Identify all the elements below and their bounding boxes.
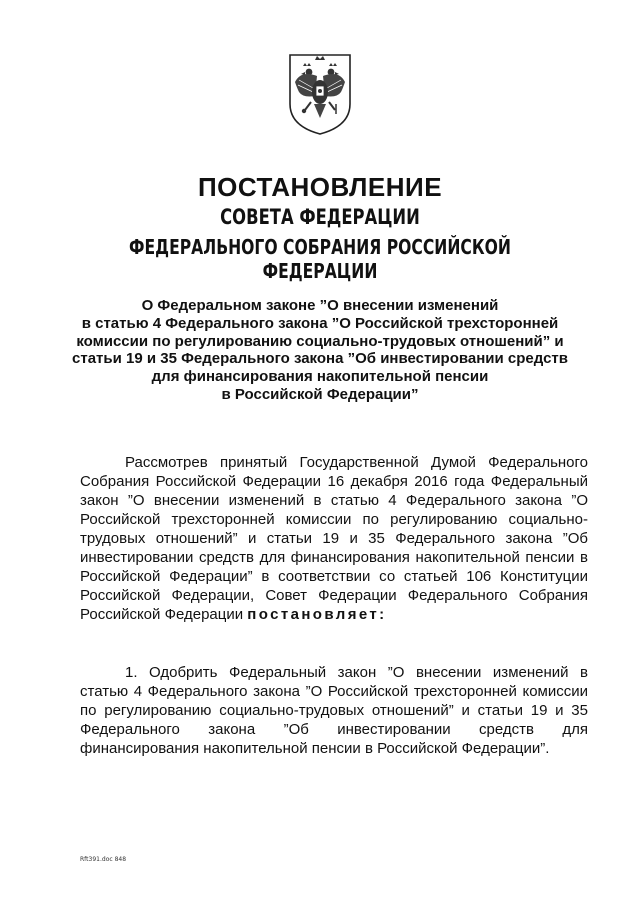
item1-text: 1. Одобрить Федеральный закон ”О внесении изменений в статью 4 Федерального закона ”О Российской трехсторонней комиссии по регулированию социально-трудовых отношений” и статьи 19 и 35 Федерального закона ”Об инвестировании средств для финансирования накопительной пенсии в Российской Федерации”.	[80, 664, 588, 757]
issuing-body-line2: ФЕДЕРАЛЬНОГО СОБРАНИЯ РОССИЙСКОЙ ФЕДЕРАЦИИ	[129, 235, 511, 283]
heading-line: О Федеральном законе ”О внесении изменений	[141, 297, 499, 314]
resolution-item-1	[80, 663, 588, 758]
preamble-paragraph	[80, 453, 588, 624]
issuing-body-line1: СОВЕТА ФЕДЕРАЦИИ	[220, 205, 420, 229]
decision-word: постановляет:	[247, 606, 387, 623]
document-title: ПОСТАНОВЛЕНИЕ	[197, 172, 443, 202]
file-reference: Rft391.doc 848	[80, 856, 127, 863]
russian-double-headed-eagle-icon	[287, 52, 353, 136]
heading-line: статьи 19 и 35 Федерального закона ”Об инвестировании средств	[72, 350, 568, 368]
heading-line: комиссии по регулированию социально-трудовых отношений” и	[76, 332, 564, 350]
preamble-text: Рассмотрев принятый Государственной Думой Федерального Собрания Российской Федерации 16 декабря 2016 года Федеральный закон ”О внесении изменений в статью 4 Федерального закона ”О Российской трехсторонней комиссии по регулированию социально-трудовых отношений” и статьи 19 и 35 Федерального закона ”Об инвестировании средств для финансирования накопительной пенсии в Российской Федерации” в соответствии со статьей 106 Конституции Российской Федерации, Совет Федерации Федерального Собрания Российской Федерации	[80, 454, 588, 623]
heading-line: в статью 4 Федерального закона ”О Российской трехсторонней	[81, 314, 559, 332]
resolution-subject-heading	[60, 297, 580, 404]
heading-line: для финансирования накопительной пенсии	[151, 368, 489, 386]
heading-line: в Российской Федерации”	[221, 385, 419, 403]
